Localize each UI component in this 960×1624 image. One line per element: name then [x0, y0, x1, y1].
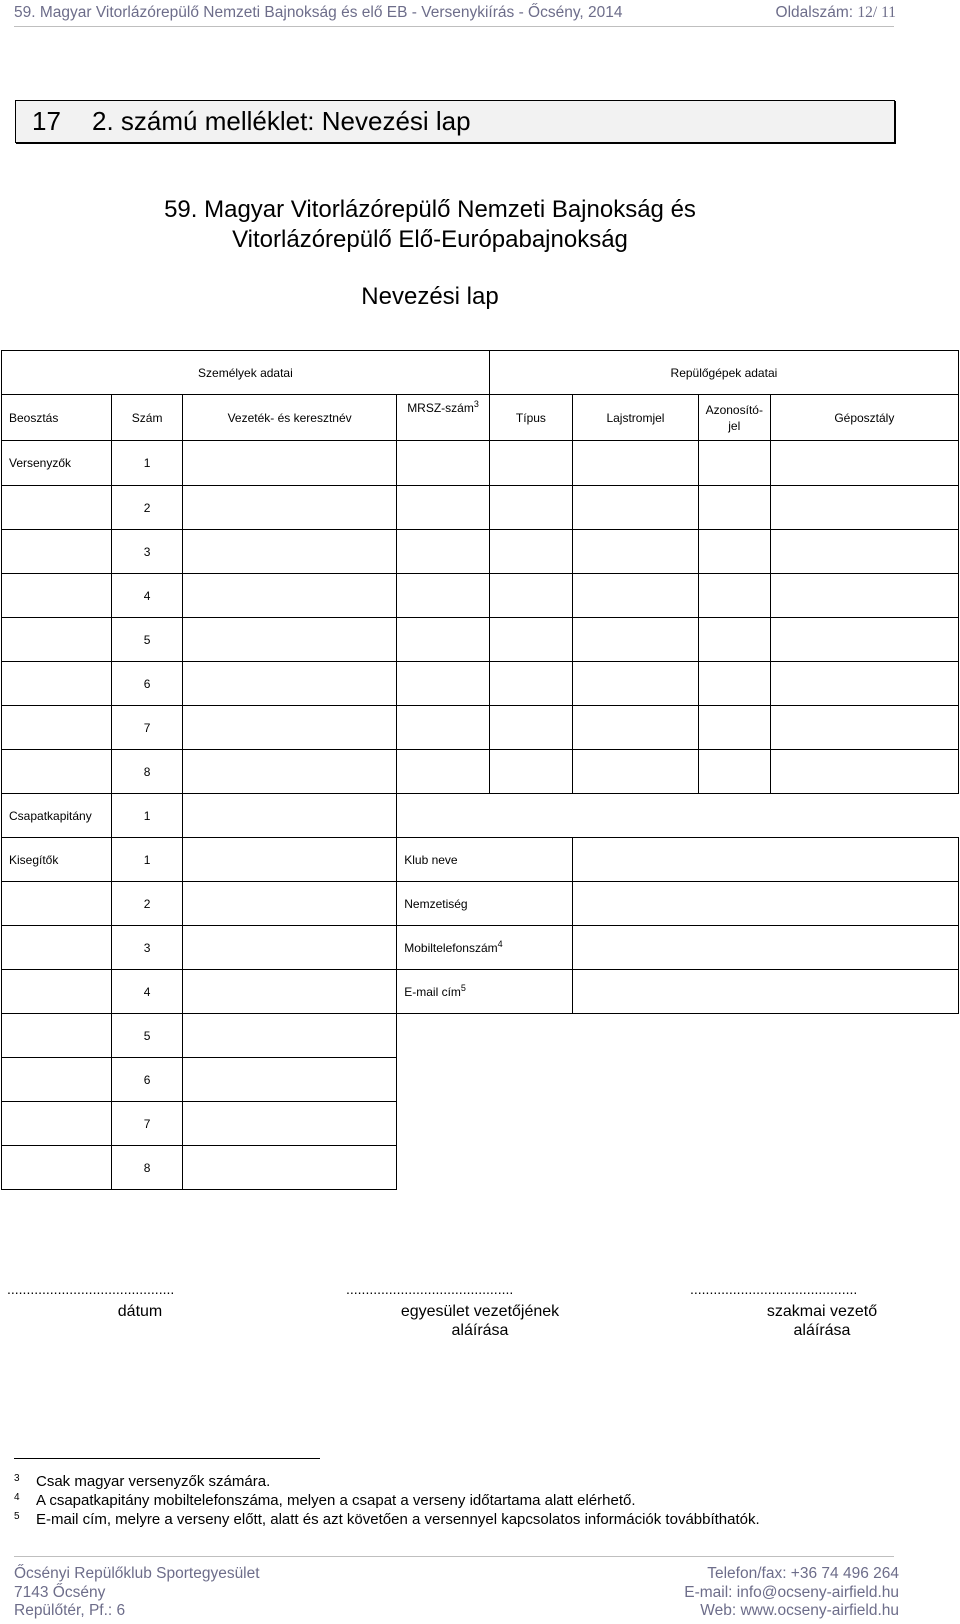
- registration-field[interactable]: [573, 441, 699, 486]
- mrsz-field[interactable]: [397, 574, 490, 618]
- footnote-3-mark: 3: [14, 1473, 20, 1484]
- name-field[interactable]: [182, 1058, 396, 1102]
- email-field[interactable]: [573, 970, 959, 1014]
- row-number: 6: [112, 662, 183, 706]
- name-field[interactable]: [182, 662, 396, 706]
- group-persons-header: Személyek adatai: [2, 351, 490, 395]
- role-captain: Csapatkapitány: [2, 794, 112, 838]
- form-title-line1: 59. Magyar Vitorlázórepülő Nemzeti Bajnokság és: [164, 196, 696, 223]
- name-field[interactable]: [182, 706, 396, 750]
- row-number: 1: [112, 794, 183, 838]
- entry-form-table: [1, 350, 959, 1190]
- role-competitors: Versenyzők: [2, 441, 112, 486]
- club-leader-label-line1: egyesület vezetőjének: [400, 1303, 560, 1320]
- col-registration-header: Lajstromjel: [573, 395, 699, 441]
- identifier-field[interactable]: [698, 706, 770, 750]
- footnote-ref-4: 4: [497, 938, 503, 949]
- identifier-field[interactable]: [698, 441, 770, 486]
- registration-field[interactable]: [573, 662, 699, 706]
- col-mrsz-header: [397, 395, 490, 441]
- footnote-5-mark: 5: [14, 1511, 20, 1522]
- class-field[interactable]: [770, 618, 958, 662]
- class-field[interactable]: [770, 486, 958, 530]
- header-divider: [14, 26, 894, 27]
- name-field[interactable]: [182, 750, 396, 794]
- identifier-field[interactable]: [698, 662, 770, 706]
- row-number: 5: [112, 1014, 183, 1058]
- row-number: 4: [112, 574, 183, 618]
- mobile-label-text: Mobiltelefonszám: [404, 940, 498, 955]
- row-number: 2: [112, 486, 183, 530]
- identifier-field[interactable]: [698, 750, 770, 794]
- row-number: 6: [112, 1058, 183, 1102]
- page-number-value: 12/ 11: [857, 4, 896, 21]
- section-number: 17: [32, 106, 61, 136]
- email-label-text: E-mail cím: [404, 984, 461, 999]
- name-field[interactable]: [182, 441, 396, 486]
- name-field[interactable]: [182, 882, 396, 926]
- section-title: 2. számú melléklet: Nevezési lap: [92, 106, 471, 136]
- type-field[interactable]: [489, 486, 572, 530]
- footer-address: Repülőtér, Pf.: 6: [14, 1602, 126, 1619]
- identifier-field[interactable]: [698, 618, 770, 662]
- footer-left: [14, 1565, 260, 1621]
- registration-field[interactable]: [573, 750, 699, 794]
- footer-org: Őcsényi Repülőklub Sportegyesület: [14, 1565, 260, 1582]
- row-number: 7: [112, 706, 183, 750]
- class-field[interactable]: [770, 706, 958, 750]
- footnote-4-mark: 4: [14, 1492, 20, 1503]
- footnote-3-text: Csak magyar versenyzők számára.: [36, 1473, 271, 1490]
- mrsz-field[interactable]: [397, 530, 490, 574]
- pro-leader-label: [722, 1302, 922, 1340]
- footnote-5: [14, 1511, 760, 1528]
- col-name-header: Vezeték- és keresztnév: [182, 395, 396, 441]
- date-signature-line[interactable]: ...........................................: [7, 1281, 175, 1297]
- date-label: dátum: [117, 1303, 163, 1320]
- col-role-header: Beosztás: [2, 395, 112, 441]
- col-identifier-header: Azonosító- jel: [698, 395, 770, 441]
- identifier-field[interactable]: [698, 530, 770, 574]
- page-number: [776, 4, 896, 22]
- footnote-4: [14, 1492, 636, 1509]
- type-field[interactable]: [489, 441, 572, 486]
- row-number: 1: [112, 441, 183, 486]
- name-field[interactable]: [182, 926, 396, 970]
- class-field[interactable]: [770, 662, 958, 706]
- mrsz-field[interactable]: [397, 750, 490, 794]
- club-leader-label-line2: aláírása: [451, 1322, 509, 1339]
- footnote-ref-3: 3: [473, 399, 479, 409]
- footer-city: 7143 Őcsény: [14, 1583, 106, 1601]
- role-helpers: Kisegítők: [2, 838, 112, 882]
- pro-leader-label-line1: szakmai vezető: [766, 1303, 878, 1320]
- mrsz-field[interactable]: [397, 662, 490, 706]
- footnote-5-text: E-mail cím, melyre a verseny előtt, alatt és azt követően a versennyel kapcsolatos információk továbbíthatók.: [36, 1511, 760, 1528]
- type-field[interactable]: [489, 574, 572, 618]
- footer-right: [684, 1565, 899, 1621]
- footnote-divider: [14, 1458, 320, 1459]
- footer-email[interactable]: E-mail: info@ocseny-airfield.hu: [684, 1583, 899, 1601]
- name-field[interactable]: [182, 970, 396, 1014]
- row-number: 7: [112, 1102, 183, 1146]
- footer-web[interactable]: Web: www.ocseny-airfield.hu: [700, 1602, 899, 1619]
- footer-divider: [14, 1556, 894, 1557]
- club-leader-label: [370, 1302, 590, 1340]
- page-number-label: Oldalszám:: [775, 4, 854, 21]
- identifier-field[interactable]: [698, 486, 770, 530]
- row-number: 1: [112, 838, 183, 882]
- class-field[interactable]: [770, 530, 958, 574]
- row-number: 2: [112, 882, 183, 926]
- row-number: 8: [112, 1146, 183, 1190]
- registration-field[interactable]: [573, 530, 699, 574]
- registration-field[interactable]: [573, 706, 699, 750]
- registration-field[interactable]: [573, 618, 699, 662]
- row-number: 8: [112, 750, 183, 794]
- row-number: 4: [112, 970, 183, 1014]
- form-subtitle: Nevezési lap: [361, 283, 499, 310]
- name-field[interactable]: [182, 794, 396, 838]
- type-field[interactable]: [489, 618, 572, 662]
- nationality-label: Nemzetiség: [397, 882, 573, 926]
- name-field[interactable]: [182, 618, 396, 662]
- group-aircraft-header: Repülőgépek adatai: [489, 351, 958, 395]
- mobile-label: [397, 926, 573, 970]
- name-field[interactable]: [182, 530, 396, 574]
- registration-field[interactable]: [573, 574, 699, 618]
- mrsz-field[interactable]: [397, 706, 490, 750]
- section-heading: [15, 100, 895, 143]
- class-field[interactable]: [770, 441, 958, 486]
- footer-phone: Telefon/fax: +36 74 496 264: [707, 1565, 899, 1582]
- footnote-ref-5: 5: [460, 982, 466, 993]
- class-field[interactable]: [770, 574, 958, 618]
- class-field[interactable]: [770, 750, 958, 794]
- mrsz-field[interactable]: [397, 441, 490, 486]
- mobile-field[interactable]: [573, 926, 959, 970]
- name-field[interactable]: [182, 1102, 396, 1146]
- col-class-header: Géposztály: [770, 395, 958, 441]
- mrsz-field[interactable]: [397, 618, 490, 662]
- col-number-header: Szám: [112, 395, 183, 441]
- name-field[interactable]: [182, 1146, 396, 1190]
- name-field[interactable]: [182, 486, 396, 530]
- pro-leader-label-line2: aláírása: [793, 1322, 851, 1339]
- pro-leader-signature-line[interactable]: ...........................................: [690, 1281, 858, 1297]
- name-field[interactable]: [182, 574, 396, 618]
- registration-field[interactable]: [573, 486, 699, 530]
- row-number: 5: [112, 618, 183, 662]
- name-field[interactable]: [182, 838, 396, 882]
- type-field[interactable]: [489, 706, 572, 750]
- row-number: 3: [112, 926, 183, 970]
- email-label: [397, 970, 573, 1014]
- mrsz-field[interactable]: [397, 486, 490, 530]
- identifier-field[interactable]: [698, 574, 770, 618]
- footnote-3: [14, 1473, 270, 1490]
- type-field[interactable]: [489, 750, 572, 794]
- form-title-line2: Vitorlázórepülő Elő-Európabajnokság: [232, 226, 628, 253]
- col-mrsz-label: MRSZ-szám: [407, 401, 474, 415]
- club-name-field[interactable]: [573, 838, 959, 882]
- row-number: 3: [112, 530, 183, 574]
- type-field[interactable]: [489, 530, 572, 574]
- nationality-field[interactable]: [573, 882, 959, 926]
- type-field[interactable]: [489, 662, 572, 706]
- footnote-4-text: A csapatkapitány mobiltelefonszáma, melyen a csapat a verseny időtartama alatt elérhető.: [36, 1492, 636, 1509]
- club-leader-signature-line[interactable]: ...........................................: [346, 1281, 514, 1297]
- club-name-label: Klub neve: [397, 838, 573, 882]
- col-type-header: Típus: [489, 395, 572, 441]
- name-field[interactable]: [182, 1014, 396, 1058]
- page-header-title: 59. Magyar Vitorlázórepülő Nemzeti Bajnokság és elő EB - Versenykiírás - Őcsény, 2014: [14, 4, 623, 21]
